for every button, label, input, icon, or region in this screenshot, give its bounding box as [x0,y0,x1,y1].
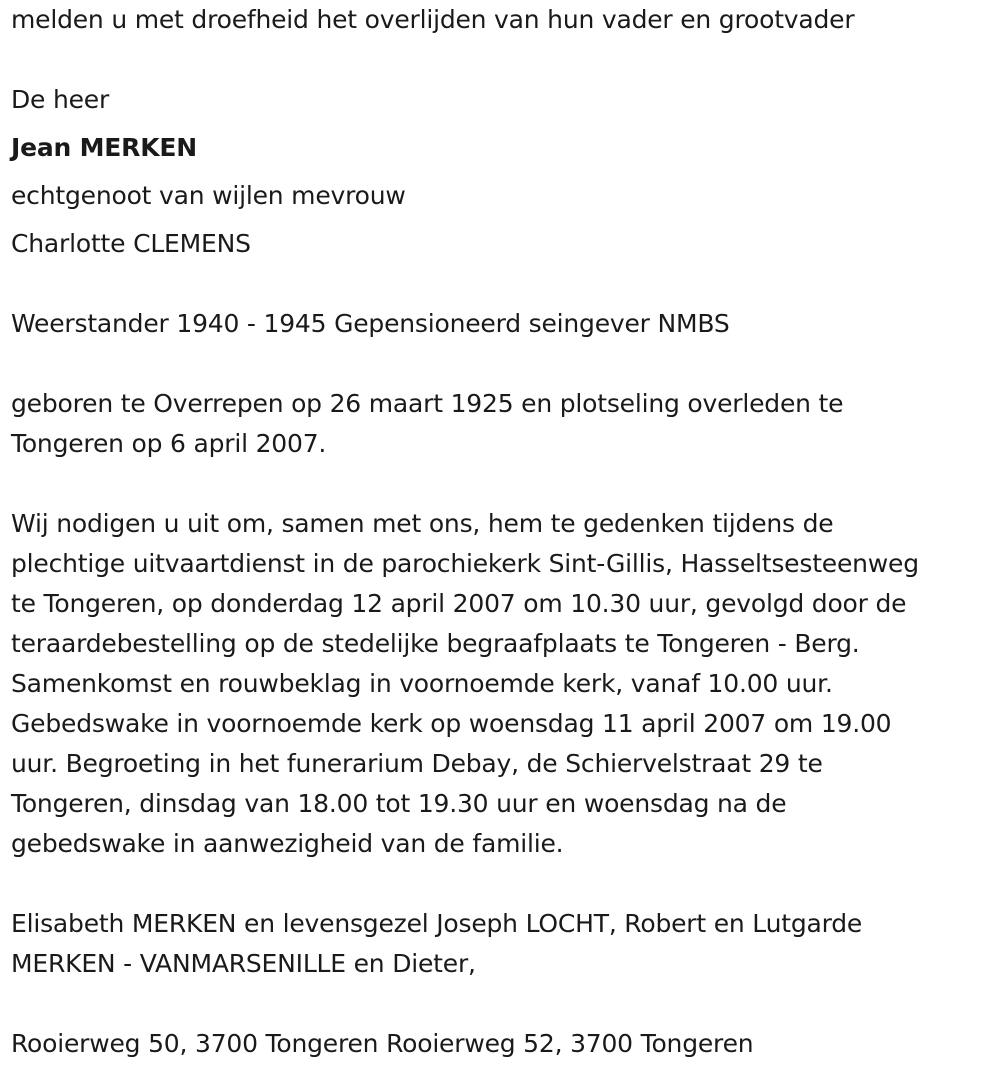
family-line: MERKEN - VANMARSENILLE en Dieter, [11,949,476,978]
intro-text: melden u met droefheid het overlijden van hun vader en grootvader [11,5,855,34]
ceremony-line: Gebedswake in voornoemde kerk op woensdag 11 april 2007 om 19.00 [11,709,892,738]
family-line: Elisabeth MERKEN en levensgezel Joseph LOCHT, Robert en Lutgarde [11,909,863,938]
deceased-name: Jean MERKEN [11,133,198,162]
ceremony-line: Tongeren, dinsdag van 18.00 tot 19.30 uur en woensdag na de [11,789,787,818]
spouse-name: Charlotte CLEMENS [11,229,251,258]
birth-death-line: Tongeren op 6 april 2007. [11,429,327,458]
ceremony-line: te Tongeren, op donderdag 12 april 2007 om 10.30 uur, gevolgd door de [11,589,907,618]
ceremony-line: uur. Begroeting in het funerarium Debay, de Schiervelstraat 29 te [11,749,823,778]
ceremony-line: plechtige uitvaartdienst in de parochiekerk Sint-Gillis, Hasseltsesteenweg [11,549,919,578]
addresses: Rooierweg 50, 3700 Tongeren Rooierweg 52, 3700 Tongeren [11,1029,754,1058]
spouse-line: echtgenoot van wijlen mevrouw [11,181,406,210]
birth-death-paragraph [11,384,1000,464]
occupation: Weerstander 1940 - 1945 Gepensioneerd seingever NMBS [11,309,730,338]
ceremony-line: teraardebestelling op de stedelijke begraafplaats te Tongeren - Berg. [11,629,860,658]
ceremony-line: gebedswake in aanwezigheid van de familie. [11,829,564,858]
ceremony-paragraph [11,504,1000,864]
ceremony-line: Samenkomst en rouwbeklag in voornoemde kerk, vanaf 10.00 uur. [11,669,833,698]
ceremony-line: Wij nodigen u uit om, samen met ons, hem te gedenken tijdens de [11,509,834,538]
honorific: De heer [11,85,110,114]
birth-death-line: geboren te Overrepen op 26 maart 1925 en plotseling overleden te [11,389,844,418]
family-paragraph [11,904,1000,984]
